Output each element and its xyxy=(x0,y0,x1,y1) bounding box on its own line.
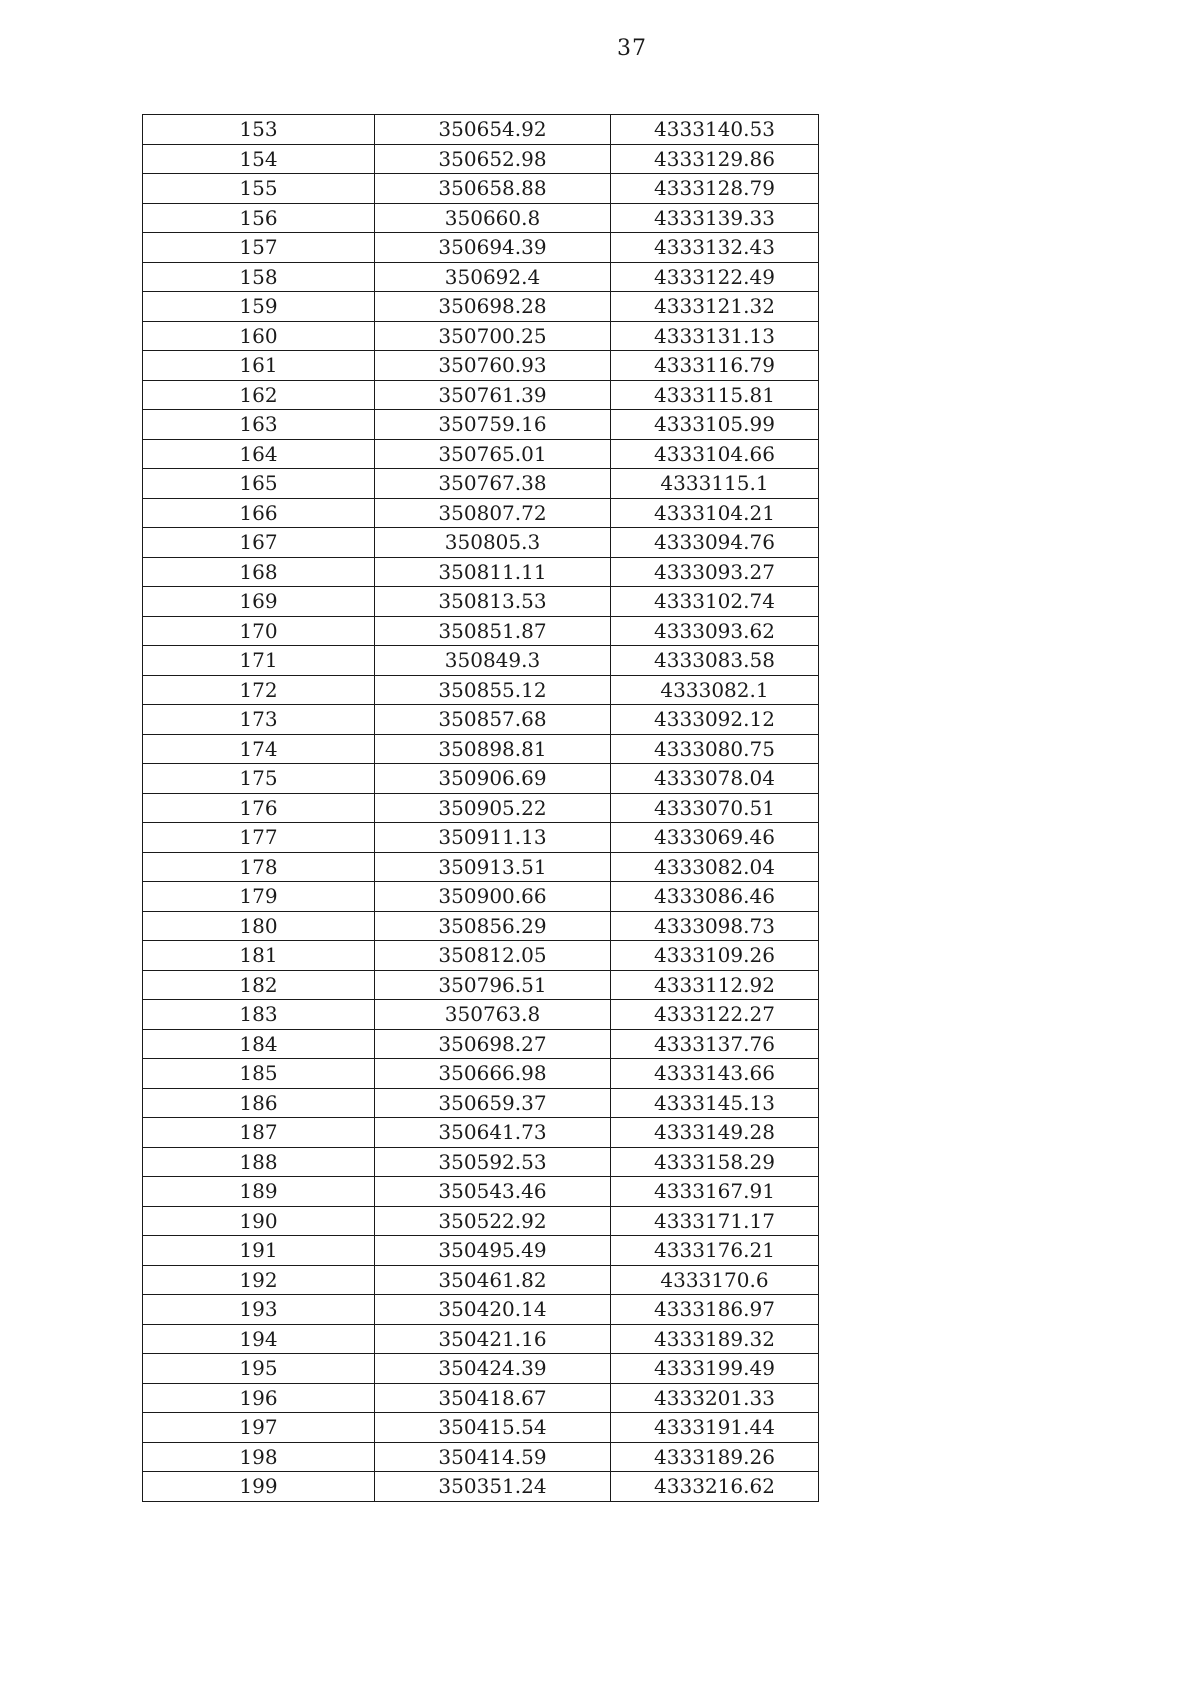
page-number: 37 xyxy=(617,36,647,61)
table-row xyxy=(143,970,819,1000)
point-number-cell: 188 xyxy=(143,1147,375,1177)
table-row xyxy=(143,115,819,145)
x-coordinate-cell: 350900.66 xyxy=(375,882,611,912)
point-number-cell: 159 xyxy=(143,292,375,322)
table-row xyxy=(143,1206,819,1236)
x-coordinate-cell: 350805.3 xyxy=(375,528,611,558)
point-number-cell: 167 xyxy=(143,528,375,558)
x-coordinate-cell: 350761.39 xyxy=(375,380,611,410)
point-number-cell: 182 xyxy=(143,970,375,1000)
point-number-cell: 175 xyxy=(143,764,375,794)
point-number-cell: 191 xyxy=(143,1236,375,1266)
y-coordinate-cell: 4333122.49 xyxy=(611,262,819,292)
x-coordinate-cell: 350654.92 xyxy=(375,115,611,145)
y-coordinate-cell: 4333115.81 xyxy=(611,380,819,410)
point-number-cell: 195 xyxy=(143,1354,375,1384)
point-number-cell: 186 xyxy=(143,1088,375,1118)
y-coordinate-cell: 4333122.27 xyxy=(611,1000,819,1030)
y-coordinate-cell: 4333137.76 xyxy=(611,1029,819,1059)
table-row xyxy=(143,793,819,823)
x-coordinate-cell: 350418.67 xyxy=(375,1383,611,1413)
y-coordinate-cell: 4333201.33 xyxy=(611,1383,819,1413)
y-coordinate-cell: 4333086.46 xyxy=(611,882,819,912)
x-coordinate-cell: 350813.53 xyxy=(375,587,611,617)
x-coordinate-cell: 350658.88 xyxy=(375,174,611,204)
table-row xyxy=(143,1029,819,1059)
y-coordinate-cell: 4333191.44 xyxy=(611,1413,819,1443)
x-coordinate-cell: 350911.13 xyxy=(375,823,611,853)
table-row xyxy=(143,675,819,705)
table-row xyxy=(143,852,819,882)
x-coordinate-cell: 350698.27 xyxy=(375,1029,611,1059)
point-number-cell: 153 xyxy=(143,115,375,145)
coordinate-table xyxy=(142,114,819,1502)
table-row xyxy=(143,1413,819,1443)
table-row xyxy=(143,498,819,528)
y-coordinate-cell: 4333115.1 xyxy=(611,469,819,499)
point-number-cell: 163 xyxy=(143,410,375,440)
y-coordinate-cell: 4333143.66 xyxy=(611,1059,819,1089)
point-number-cell: 194 xyxy=(143,1324,375,1354)
point-number-cell: 183 xyxy=(143,1000,375,1030)
table-row xyxy=(143,1177,819,1207)
point-number-cell: 161 xyxy=(143,351,375,381)
y-coordinate-cell: 4333080.75 xyxy=(611,734,819,764)
y-coordinate-cell: 4333078.04 xyxy=(611,764,819,794)
y-coordinate-cell: 4333109.26 xyxy=(611,941,819,971)
table-row xyxy=(143,882,819,912)
table-row xyxy=(143,557,819,587)
point-number-cell: 174 xyxy=(143,734,375,764)
table-row xyxy=(143,1000,819,1030)
point-number-cell: 199 xyxy=(143,1472,375,1502)
x-coordinate-cell: 350420.14 xyxy=(375,1295,611,1325)
y-coordinate-cell: 4333131.13 xyxy=(611,321,819,351)
y-coordinate-cell: 4333186.97 xyxy=(611,1295,819,1325)
table-row xyxy=(143,1295,819,1325)
x-coordinate-cell: 350760.93 xyxy=(375,351,611,381)
x-coordinate-cell: 350856.29 xyxy=(375,911,611,941)
x-coordinate-cell: 350759.16 xyxy=(375,410,611,440)
x-coordinate-cell: 350495.49 xyxy=(375,1236,611,1266)
point-number-cell: 178 xyxy=(143,852,375,882)
y-coordinate-cell: 4333116.79 xyxy=(611,351,819,381)
y-coordinate-cell: 4333158.29 xyxy=(611,1147,819,1177)
table-row xyxy=(143,144,819,174)
table-row xyxy=(143,203,819,233)
table-row xyxy=(143,410,819,440)
y-coordinate-cell: 4333170.6 xyxy=(611,1265,819,1295)
x-coordinate-cell: 350659.37 xyxy=(375,1088,611,1118)
x-coordinate-cell: 350767.38 xyxy=(375,469,611,499)
table-row xyxy=(143,1118,819,1148)
point-number-cell: 155 xyxy=(143,174,375,204)
table-row xyxy=(143,941,819,971)
x-coordinate-cell: 350694.39 xyxy=(375,233,611,263)
table-row xyxy=(143,1383,819,1413)
point-number-cell: 192 xyxy=(143,1265,375,1295)
y-coordinate-cell: 4333216.62 xyxy=(611,1472,819,1502)
x-coordinate-cell: 350700.25 xyxy=(375,321,611,351)
table-row xyxy=(143,646,819,676)
x-coordinate-cell: 350421.16 xyxy=(375,1324,611,1354)
point-number-cell: 172 xyxy=(143,675,375,705)
y-coordinate-cell: 4333098.73 xyxy=(611,911,819,941)
x-coordinate-cell: 350855.12 xyxy=(375,675,611,705)
x-coordinate-cell: 350857.68 xyxy=(375,705,611,735)
coordinate-table-body xyxy=(143,115,819,1502)
table-row xyxy=(143,1059,819,1089)
y-coordinate-cell: 4333189.32 xyxy=(611,1324,819,1354)
y-coordinate-cell: 4333094.76 xyxy=(611,528,819,558)
x-coordinate-cell: 350913.51 xyxy=(375,852,611,882)
x-coordinate-cell: 350692.4 xyxy=(375,262,611,292)
y-coordinate-cell: 4333176.21 xyxy=(611,1236,819,1266)
point-number-cell: 158 xyxy=(143,262,375,292)
point-number-cell: 193 xyxy=(143,1295,375,1325)
y-coordinate-cell: 4333092.12 xyxy=(611,705,819,735)
y-coordinate-cell: 4333132.43 xyxy=(611,233,819,263)
y-coordinate-cell: 4333104.21 xyxy=(611,498,819,528)
y-coordinate-cell: 4333102.74 xyxy=(611,587,819,617)
table-row xyxy=(143,1354,819,1384)
y-coordinate-cell: 4333121.32 xyxy=(611,292,819,322)
y-coordinate-cell: 4333145.13 xyxy=(611,1088,819,1118)
table-row xyxy=(143,321,819,351)
y-coordinate-cell: 4333069.46 xyxy=(611,823,819,853)
x-coordinate-cell: 350415.54 xyxy=(375,1413,611,1443)
point-number-cell: 197 xyxy=(143,1413,375,1443)
y-coordinate-cell: 4333139.33 xyxy=(611,203,819,233)
x-coordinate-cell: 350414.59 xyxy=(375,1442,611,1472)
table-row xyxy=(143,616,819,646)
point-number-cell: 164 xyxy=(143,439,375,469)
table-row xyxy=(143,1147,819,1177)
table-row xyxy=(143,764,819,794)
table-row xyxy=(143,528,819,558)
y-coordinate-cell: 4333083.58 xyxy=(611,646,819,676)
point-number-cell: 189 xyxy=(143,1177,375,1207)
y-coordinate-cell: 4333104.66 xyxy=(611,439,819,469)
y-coordinate-cell: 4333105.99 xyxy=(611,410,819,440)
point-number-cell: 168 xyxy=(143,557,375,587)
y-coordinate-cell: 4333167.91 xyxy=(611,1177,819,1207)
point-number-cell: 187 xyxy=(143,1118,375,1148)
y-coordinate-cell: 4333199.49 xyxy=(611,1354,819,1384)
y-coordinate-cell: 4333128.79 xyxy=(611,174,819,204)
x-coordinate-cell: 350424.39 xyxy=(375,1354,611,1384)
x-coordinate-cell: 350461.82 xyxy=(375,1265,611,1295)
table-row xyxy=(143,439,819,469)
x-coordinate-cell: 350812.05 xyxy=(375,941,611,971)
point-number-cell: 157 xyxy=(143,233,375,263)
point-number-cell: 169 xyxy=(143,587,375,617)
point-number-cell: 154 xyxy=(143,144,375,174)
point-number-cell: 160 xyxy=(143,321,375,351)
x-coordinate-cell: 350652.98 xyxy=(375,144,611,174)
point-number-cell: 170 xyxy=(143,616,375,646)
table-row xyxy=(143,262,819,292)
point-number-cell: 156 xyxy=(143,203,375,233)
point-number-cell: 196 xyxy=(143,1383,375,1413)
x-coordinate-cell: 350851.87 xyxy=(375,616,611,646)
table-row xyxy=(143,1324,819,1354)
point-number-cell: 184 xyxy=(143,1029,375,1059)
x-coordinate-cell: 350811.11 xyxy=(375,557,611,587)
table-row xyxy=(143,233,819,263)
table-row xyxy=(143,174,819,204)
table-row xyxy=(143,911,819,941)
x-coordinate-cell: 350660.8 xyxy=(375,203,611,233)
point-number-cell: 165 xyxy=(143,469,375,499)
point-number-cell: 171 xyxy=(143,646,375,676)
point-number-cell: 166 xyxy=(143,498,375,528)
point-number-cell: 177 xyxy=(143,823,375,853)
y-coordinate-cell: 4333082.04 xyxy=(611,852,819,882)
table-row xyxy=(143,469,819,499)
y-coordinate-cell: 4333149.28 xyxy=(611,1118,819,1148)
x-coordinate-cell: 350906.69 xyxy=(375,764,611,794)
point-number-cell: 185 xyxy=(143,1059,375,1089)
x-coordinate-cell: 350765.01 xyxy=(375,439,611,469)
table-row xyxy=(143,1265,819,1295)
point-number-cell: 162 xyxy=(143,380,375,410)
y-coordinate-cell: 4333129.86 xyxy=(611,144,819,174)
x-coordinate-cell: 350763.8 xyxy=(375,1000,611,1030)
x-coordinate-cell: 350592.53 xyxy=(375,1147,611,1177)
y-coordinate-cell: 4333171.17 xyxy=(611,1206,819,1236)
y-coordinate-cell: 4333070.51 xyxy=(611,793,819,823)
point-number-cell: 179 xyxy=(143,882,375,912)
table-row xyxy=(143,1236,819,1266)
point-number-cell: 176 xyxy=(143,793,375,823)
table-row xyxy=(143,823,819,853)
table-row xyxy=(143,351,819,381)
x-coordinate-cell: 350641.73 xyxy=(375,1118,611,1148)
x-coordinate-cell: 350543.46 xyxy=(375,1177,611,1207)
table-row xyxy=(143,1472,819,1502)
point-number-cell: 198 xyxy=(143,1442,375,1472)
y-coordinate-cell: 4333093.27 xyxy=(611,557,819,587)
point-number-cell: 190 xyxy=(143,1206,375,1236)
x-coordinate-cell: 350849.3 xyxy=(375,646,611,676)
table-row xyxy=(143,705,819,735)
table-row xyxy=(143,587,819,617)
table-row xyxy=(143,380,819,410)
y-coordinate-cell: 4333112.92 xyxy=(611,970,819,1000)
table-row xyxy=(143,292,819,322)
x-coordinate-cell: 350807.72 xyxy=(375,498,611,528)
x-coordinate-cell: 350905.22 xyxy=(375,793,611,823)
table-row xyxy=(143,1442,819,1472)
x-coordinate-cell: 350351.24 xyxy=(375,1472,611,1502)
x-coordinate-cell: 350796.51 xyxy=(375,970,611,1000)
table-row xyxy=(143,1088,819,1118)
point-number-cell: 180 xyxy=(143,911,375,941)
x-coordinate-cell: 350898.81 xyxy=(375,734,611,764)
point-number-cell: 173 xyxy=(143,705,375,735)
point-number-cell: 181 xyxy=(143,941,375,971)
y-coordinate-cell: 4333189.26 xyxy=(611,1442,819,1472)
y-coordinate-cell: 4333140.53 xyxy=(611,115,819,145)
x-coordinate-cell: 350522.92 xyxy=(375,1206,611,1236)
table-row xyxy=(143,734,819,764)
y-coordinate-cell: 4333093.62 xyxy=(611,616,819,646)
x-coordinate-cell: 350698.28 xyxy=(375,292,611,322)
y-coordinate-cell: 4333082.1 xyxy=(611,675,819,705)
x-coordinate-cell: 350666.98 xyxy=(375,1059,611,1089)
